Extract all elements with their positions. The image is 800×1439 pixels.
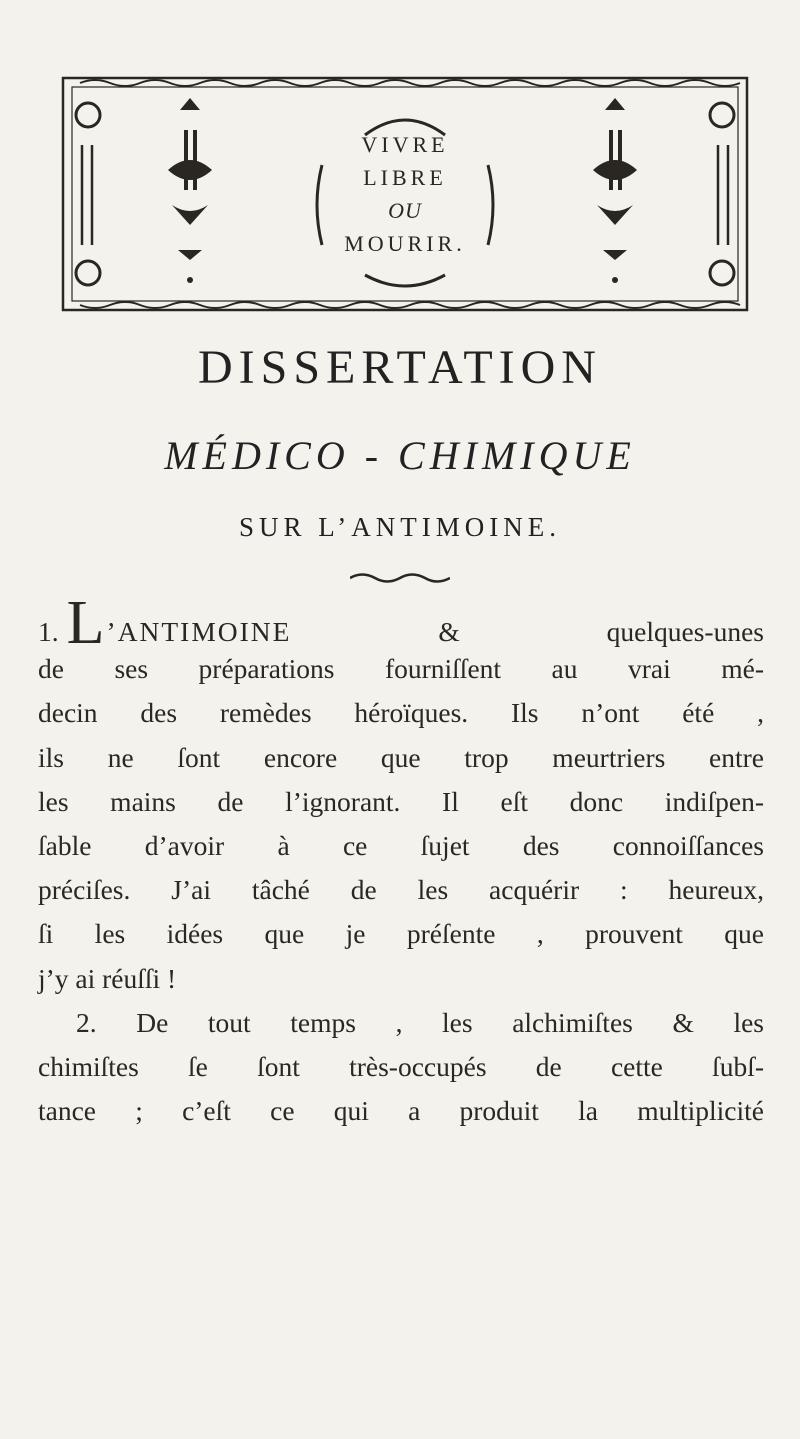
header-motto [305,75,505,313]
motto-line-3: OU [388,198,422,223]
text-line: chimiſtes ſe ſont très-occupés de cette ſubſ- [38,1050,764,1082]
small-caps-word: ’ANTIMOINE [106,616,292,647]
text-line: les mains de l’ignorant. Il eſt donc indiſpen- [38,785,764,817]
motto-line-4: MOURIR. [344,231,466,256]
motto-line-1: VIVRE [361,132,449,157]
text-line: de ses préparations fourniſſent au vrai mé- [38,653,764,685]
paragraph-number: 1. [38,616,59,647]
body-text [38,589,764,1133]
text-line [38,589,764,657]
text-line: j’y ai réuſſi ! [38,962,177,994]
drop-cap: L [66,589,105,657]
text-line: ſable d’avoir à ce ſujet des connoiſſances [38,829,764,861]
text-line: tance ; c’eſt ce qui a produit la multiplicité [38,1095,764,1127]
text-line: ſi les idées que je préſente , prouvent que [38,918,764,950]
ornamental-header [60,75,750,313]
text-line: préciſes. J’ai tâché de les acquérir : heureux, [38,874,764,906]
text-fragment: & quelques-unes [291,616,764,647]
title-subject: SUR L’ANTIMOINE. [239,512,561,542]
text-line: ils ne ſont encore que trop meurtriers entre [38,741,764,773]
title-main: DISSERTATION [198,341,602,394]
motto-line-2: LIBRE [363,165,447,190]
title-subtitle: MÉDICO - CHIMIQUE [164,433,636,478]
text-line: decin des remèdes héroïques. Ils n’ont été , [38,697,764,729]
text-line: 2. De tout temps , les alchimiſtes & les [76,1006,764,1038]
divider-ornament-icon [350,570,450,586]
